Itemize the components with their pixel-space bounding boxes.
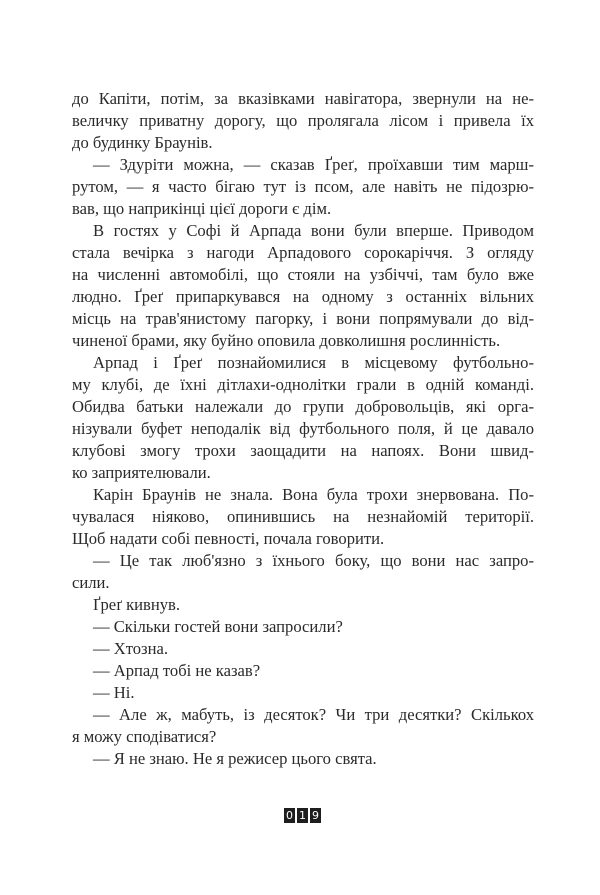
text-line: — Ні.: [93, 683, 135, 702]
text-line: місць на трав'янистому пагорку, і вони попрямували до від-: [72, 309, 534, 328]
text-line: Щоб надати собі певності, почала говорити.: [72, 529, 385, 548]
text-line: — Я не знаю. Не я режисер цього свята.: [93, 749, 377, 768]
text-line: Ґреґ кивнув.: [93, 595, 181, 614]
text-line: — Але ж, мабуть, із десяток? Чи три десятки? Скількох: [93, 705, 534, 724]
text-line: — Хтозна.: [93, 639, 169, 658]
page-number-digit: 9: [312, 809, 319, 822]
text-line: — Скільки гостей вони запросили?: [93, 617, 343, 636]
text-line: рутом, — я часто бігаю тут із псом, але навіть не підозрю-: [72, 177, 534, 196]
text-line: чувалася ніяково, опинившись на незнайомій території.: [72, 507, 534, 526]
text-line: клубові змогу трохи заощадити на напоях. Вони швид-: [72, 441, 534, 460]
text-line: В гостях у Софі й Арпада вони були вперше. Приводом: [93, 221, 534, 240]
text-line: — Це так люб'язно з їхнього боку, що вони нас запро-: [93, 551, 534, 570]
text-line: — Здуріти можна, — сказав Ґреґ, проїхавши тим марш-: [93, 155, 534, 174]
text-line: людно. Ґреґ припаркувався на одному з останніх вільних: [72, 287, 534, 306]
text-line: вав, що наприкінці цієї дороги є дім.: [72, 199, 332, 218]
text-line: Арпад і Ґреґ познайомилися в місцевому футбольно-: [93, 353, 534, 372]
text-line: Карін Браунів не знала. Вона була трохи знервована. По-: [93, 485, 534, 504]
text-line: — Арпад тобі не казав?: [93, 661, 261, 680]
text-line: нізували буфет неподалік від футбольного поля, й це давало: [72, 419, 534, 438]
page-number-digit: 1: [299, 809, 306, 822]
text-line: стала вечірка з нагоди Арпадового сорокаріччя. З огляду: [72, 243, 534, 262]
text-line: Обидва батьки належали до групи добровольців, які орга-: [72, 397, 534, 416]
text-line: величку приватну дорогу, що пролягала лісом і привела їх: [72, 111, 534, 130]
text-line: на численні автомобілі, що стояли на узбіччі, там було вже: [72, 265, 534, 284]
text-line: сили.: [72, 573, 110, 592]
text-line: я можу сподіватися?: [72, 727, 217, 746]
text-line: до будинку Браунів.: [72, 133, 213, 152]
book-page-text: [72, 88, 534, 770]
text-line: чиненої брами, яку буйно оповила довколишня рослинність.: [72, 331, 501, 350]
text-line: ко заприятелювали.: [72, 463, 211, 482]
page-number-digit: 0: [286, 809, 293, 822]
text-line: му клубі, де їхні дітлахи-однолітки грали в одній команді.: [72, 375, 534, 394]
page-number: [284, 808, 321, 823]
text-line: до Капіти, потім, за вказівками навігатора, звернули на не-: [72, 89, 534, 108]
